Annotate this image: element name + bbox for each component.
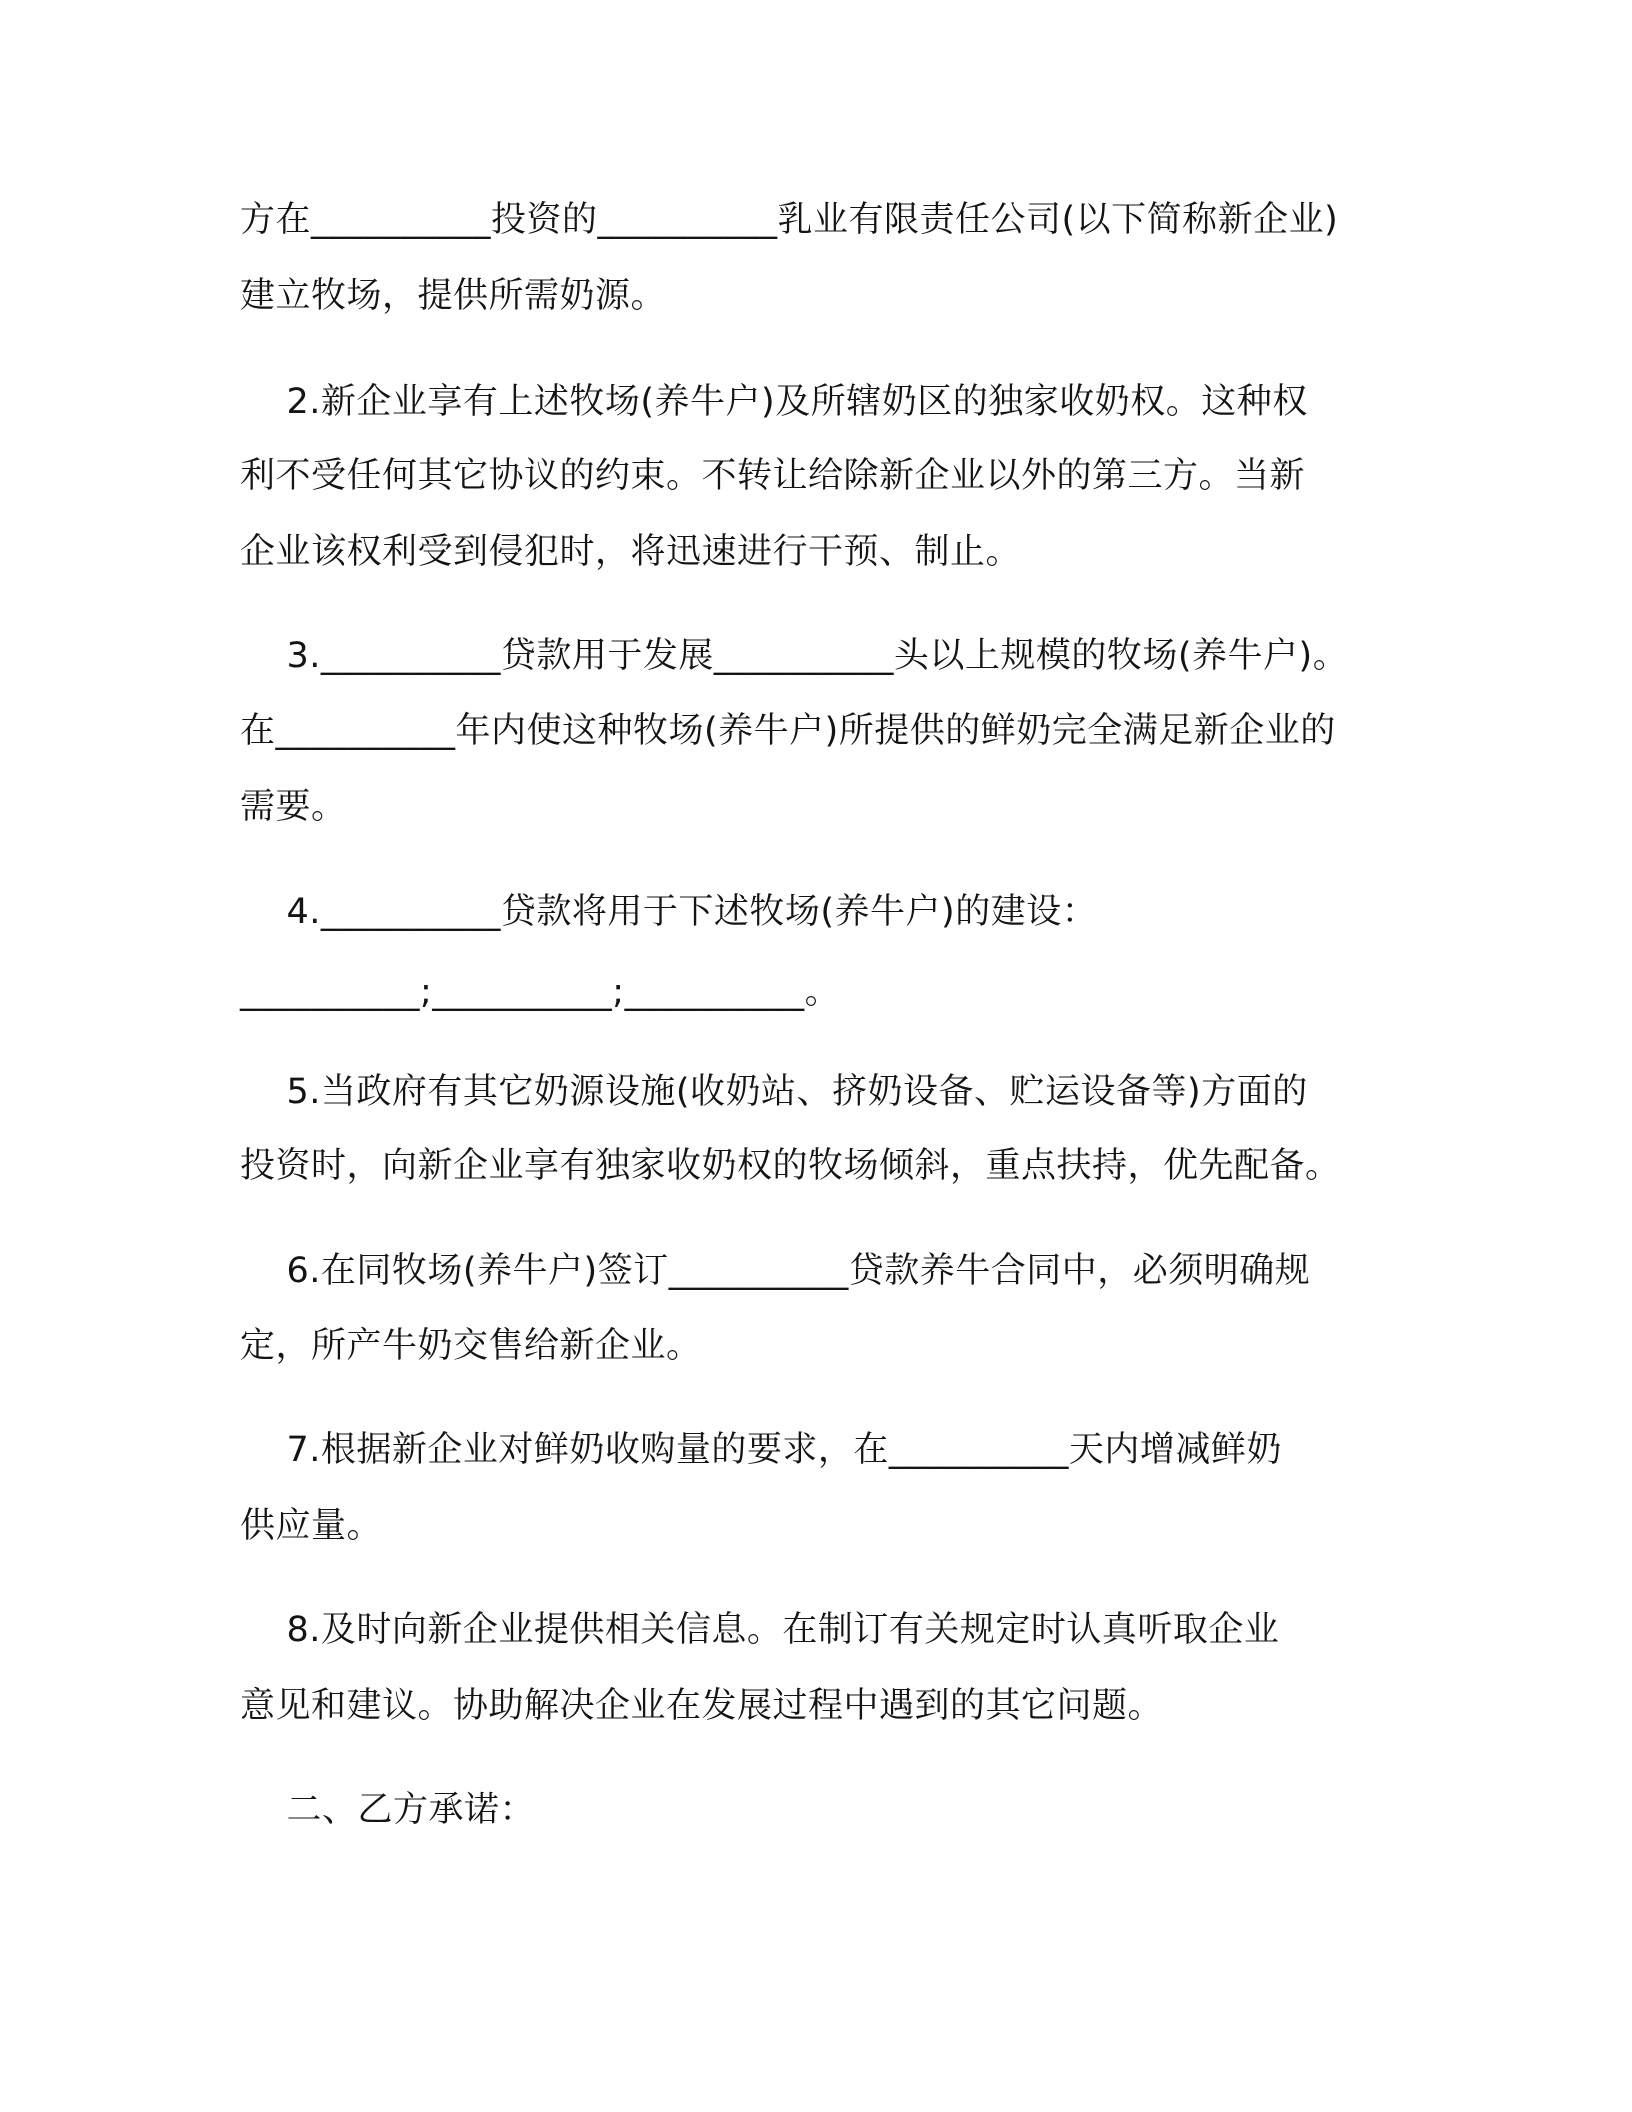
text-line: 在__________年内使这种牧场(养牛户)所提供的鲜奶完全满足新企业的: [240, 711, 1336, 751]
text-line: 意见和建议。协助解决企业在发展过程中遇到的其它问题。: [240, 1686, 1164, 1726]
text-line: 8.及时向新企业提供相关信息。在制订有关规定时认真听取企业: [240, 1610, 1280, 1650]
text-line: __________;__________;__________。: [240, 972, 841, 1012]
text-line: 利不受任何其它协议的约束。不转让给除新企业以外的第三方。当新: [240, 456, 1306, 496]
text-line: 5.当政府有其它奶源设施(收奶站、挤奶设备、贮运设备等)方面的: [240, 1072, 1308, 1112]
text-line: 6.在同牧场(养牛户)签订__________贷款养牛合同中，必须明确规: [240, 1251, 1311, 1291]
text-line: 需要。: [240, 787, 347, 827]
text-line: 建立牧场，提供所需奶源。: [240, 276, 667, 316]
text-line: 投资时，向新企业享有独家收奶权的牧场倾斜，重点扶持，优先配备。: [240, 1146, 1341, 1186]
section-heading: 二、乙方承诺：: [240, 1790, 536, 1830]
text-line: 供应量。: [240, 1506, 383, 1546]
text-line: 7.根据新企业对鲜奶收购量的要求，在__________天内增减鲜奶: [240, 1430, 1282, 1470]
text-line: 3.__________贷款用于发展__________头以上规模的牧场(养牛户)。: [240, 636, 1349, 676]
text-line: 2.新企业享有上述牧场(养牛户)及所辖奶区的独家收奶权。这种权: [240, 382, 1308, 422]
text-line: 企业该权利受到侵犯时，将迅速进行干预、制止。: [240, 532, 1022, 572]
text-line: 方在__________投资的__________乳业有限责任公司(以下简称新企业): [240, 200, 1339, 240]
text-line: 定，所产牛奶交售给新企业。: [240, 1326, 702, 1366]
text-line: 4.__________贷款将用于下述牧场(养牛户)的建设：: [240, 892, 1098, 932]
